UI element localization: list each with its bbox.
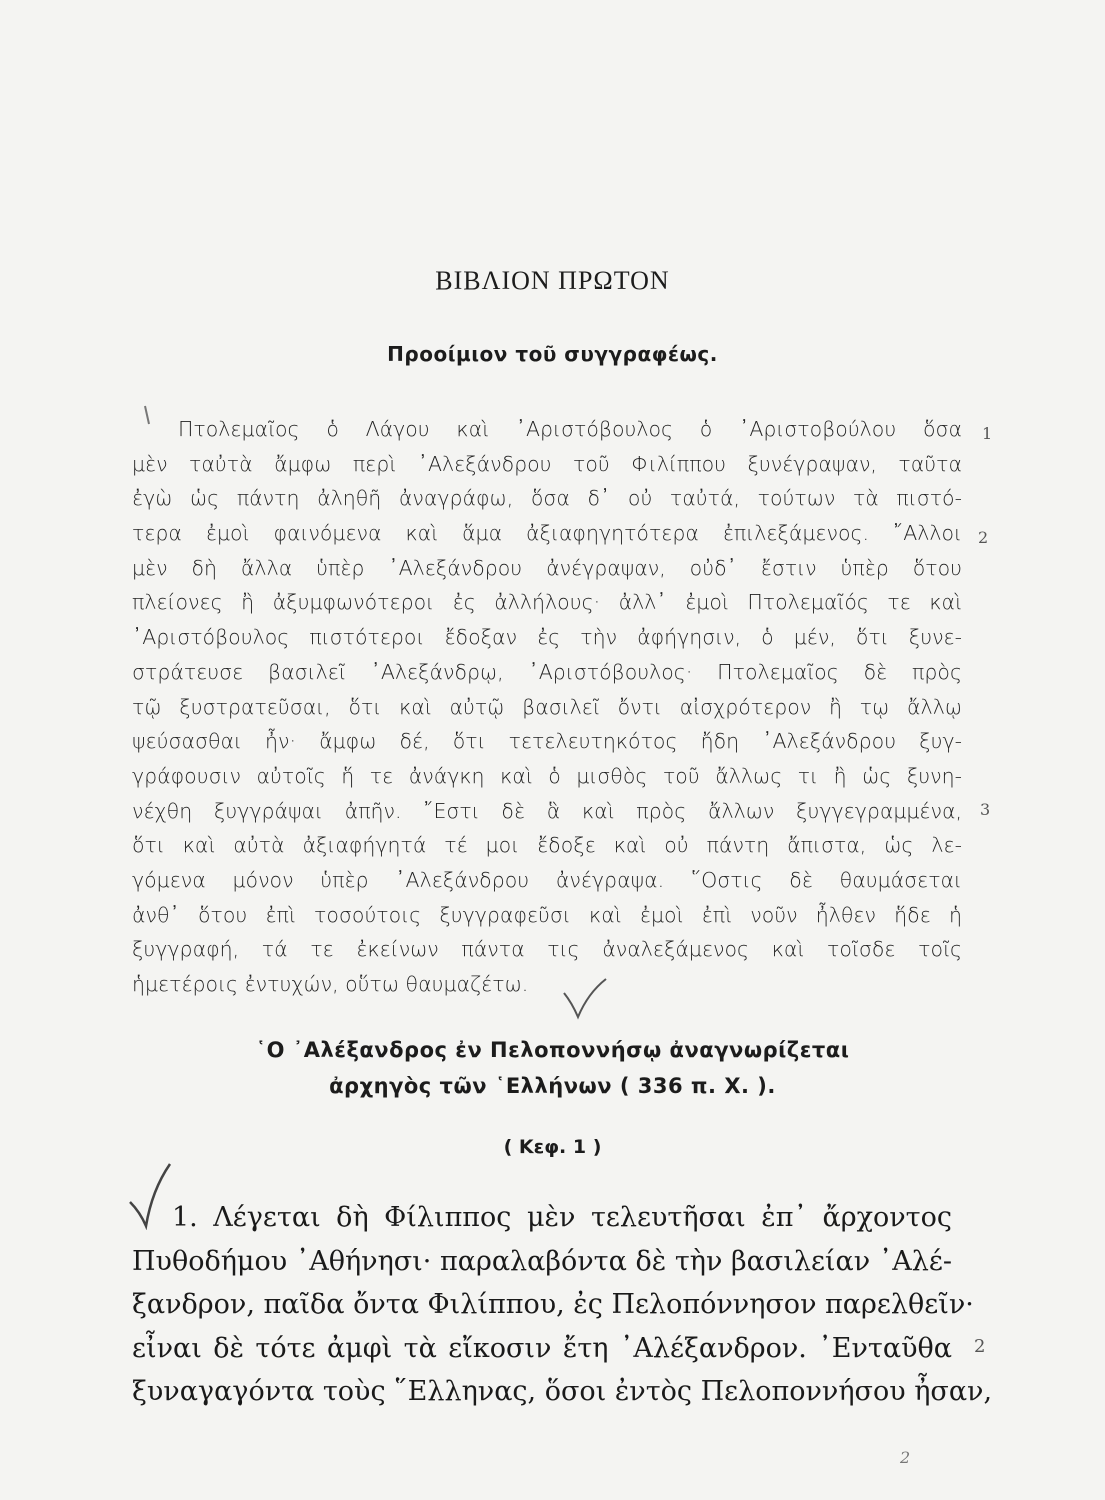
- preface-title: Προοίμιον τοῦ συγγραφέως.: [387, 342, 718, 366]
- preface-line: μὲν ταὐτὰ ἄμφω περὶ ᾿Αλεξάνδρου τοῦ Φιλίππου ξυνέγραψαν, ταῦτα: [132, 451, 962, 476]
- preface-line: ξυγγραφή, τά τε ἐκείνων πάντα τις ἀναλεξάμενος καὶ τοῖσδε τοῖς: [132, 937, 962, 962]
- margin-number: 2: [974, 1336, 986, 1357]
- preface-line: μὲν δὴ ἄλλα ὑπὲρ ᾿Αλεξάνδρου ἀνέγραψαν, οὐδ᾿ ἔστιν ὑπὲρ ὅτου: [132, 555, 962, 580]
- preface-line: ὅτι καὶ αὐτὰ ἀξιαφήγητά τέ μοι ἔδοξε καὶ οὐ πάντη ἄπιστα, ὡς λε-: [132, 833, 962, 858]
- body-line: ξυναγαγόντα τοὺς ῞Ελληνας, ὅσοι ἐντὸς Πελοποννήσου ἦσαν,: [132, 1376, 993, 1407]
- preface-line: Πτολεμαῖος ὁ Λάγου καὶ ᾿Αριστόβουλος ὁ ᾿Αριστοβούλου ὅσα: [178, 417, 962, 441]
- page-number: 2: [900, 1448, 911, 1467]
- preface-line: ᾿Αριστόβουλος πιστότεροι ἔδοξαν ἐς τὴν ἀφήγησιν, ὁ μέν, ὅτι ξυνε-: [132, 625, 962, 650]
- preface-line: τῷ ξυστρατεῦσαι, ὅτι καὶ αὐτῷ βασιλεῖ ὄντι αἰσχρότερον ἢ τῳ ἄλλῳ: [132, 694, 962, 719]
- chapter-heading-line: ῾Ο ᾿Αλέξανδρος ἐν Πελοποννήσῳ ἀναγνωρίζεται: [255, 1038, 850, 1062]
- margin-number: 2: [978, 528, 989, 547]
- chapter-label: ( Κεφ. 1 ): [503, 1136, 602, 1158]
- body-line: 1. Λέγεται δὴ Φίλιππος μὲν τελευτῆσαι ἐπ᾿ ἄρχοντος: [172, 1202, 952, 1233]
- pencil-tick-icon: [142, 404, 154, 426]
- preface-line: γράφουσιν αὐτοῖς ἥ τε ἀνάγκη καὶ ὁ μισθὸς τοῦ ἄλλως τι ἢ ὡς ξυνη-: [132, 763, 962, 788]
- preface-line: ψεύσασθαι ἦν· ἄμφω δέ, ὅτι τετελευτηκότος ἤδη ᾿Αλεξάνδρου ξυγ-: [132, 729, 962, 754]
- margin-number: 3: [980, 800, 991, 819]
- margin-number: 1: [982, 424, 993, 443]
- preface-line: ἡμετέροις ἐντυχών, οὕτω θαυμαζέτω.: [132, 972, 529, 996]
- book-title: ΒΙΒΛΙΟΝ ΠΡΩΤΟΝ: [435, 266, 670, 295]
- body-line: εἶναι δὲ τότε ἀμφὶ τὰ εἴκοσιν ἔτη ᾿Αλέξανδρον. ᾿Ενταῦθα: [132, 1332, 952, 1364]
- preface-line: ἐγὼ ὡς πάντη ἀληθῆ ἀναγράφω, ὅσα δ᾿ οὐ ταὐτά, τούτων τὰ πιστό-: [132, 486, 962, 511]
- preface-line: τερα ἐμοὶ φαινόμενα καὶ ἅμα ἀξιαφηγητότερα ἐπιλεξάμενος. ῎Αλλοι: [132, 521, 962, 546]
- chapter-body: [132, 1196, 993, 1414]
- preface-line: στράτευσε βασιλεῖ ᾿Αλεξάνδρῳ, ᾿Αριστόβουλος· Πτολεμαῖος δὲ πρὸς: [132, 659, 962, 684]
- body-line: ξανδρον, παῖδα ὄντα Φιλίππου, ἐς Πελοπόννησον παρελθεῖν·: [132, 1289, 974, 1320]
- body-line: Πυθοδήμου ᾿Αθήνησι· παραλαβόντα δὲ τὴν βασιλείαν ᾿Αλέ-: [132, 1245, 952, 1277]
- preface-line: ἀνθ᾿ ὅτου ἐπὶ τοσούτοις ξυγγραφεῦσι καὶ ἐμοὶ ἐπὶ νοῦν ἦλθεν ἥδε ἡ: [132, 902, 962, 927]
- preface-line: πλείονες ἢ ἀξυμφωνότεροι ἐς ἀλλήλους· ἀλλ᾿ ἐμοὶ Πτολεμαῖός τε καὶ: [132, 590, 962, 615]
- preface-line: νέχθη ξυγγράψαι ἀπῆν. ῎Εστι δὲ ἃ καὶ πρὸς ἄλλων ξυγγεγραμμένα,: [132, 798, 962, 823]
- chapter-heading-line: ἀρχηγὸς τῶν ῾Ελλήνων ( 336 π. Χ. ).: [329, 1074, 776, 1098]
- checkmark-icon: [560, 975, 610, 1025]
- preface-line: γόμενα μόνον ὑπὲρ ᾿Αλεξάνδρου ἀνέγραψα. ῞Οστις δὲ θαυμάσεται: [132, 867, 962, 892]
- preface-paragraph: [132, 412, 962, 1002]
